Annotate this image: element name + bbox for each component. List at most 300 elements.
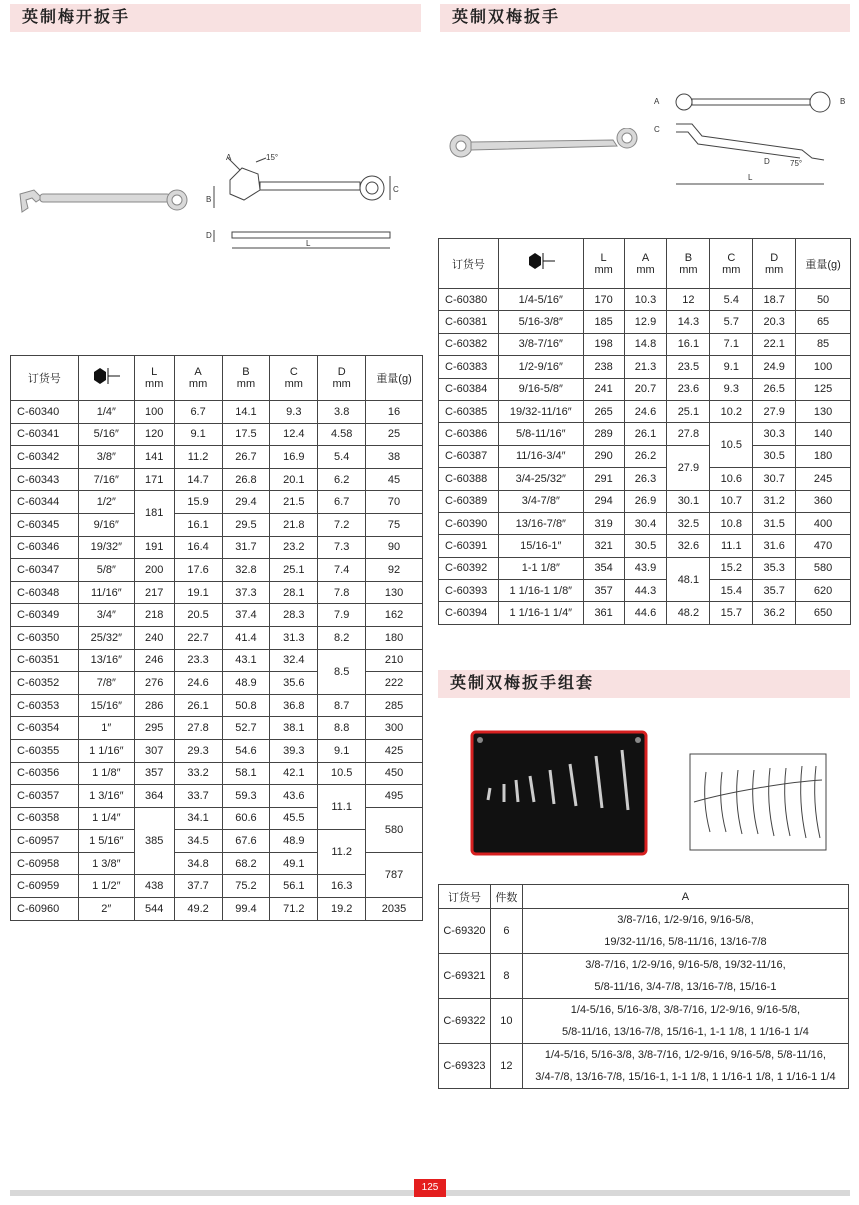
table-cell: 21.5: [270, 491, 318, 514]
diagram-label-b: B: [840, 97, 846, 106]
table-cell: 30.7: [753, 468, 796, 490]
table-cell: 65: [796, 311, 851, 333]
set-sizes-line: 5/8-11/16, 13/16-7/8, 15/16-1, 1-1 1/8, 1 1/16-1 1/4: [562, 1026, 809, 1038]
table-cell: 30.4: [624, 512, 667, 534]
set-sizes-line: 19/32-11/16, 5/8-11/16, 13/16-7/8: [604, 936, 767, 948]
table-cell: 58.1: [222, 762, 270, 785]
table-cell: 5.4: [318, 446, 366, 469]
col-header-c: C mm: [710, 239, 753, 289]
table-cell: C-60348: [11, 581, 79, 604]
table-cell: 1″: [78, 717, 134, 740]
table-cell: 23.5: [667, 356, 710, 378]
table-cell: 14.8: [624, 333, 667, 355]
table-cell: 23.3: [174, 649, 222, 672]
table-row: [11, 491, 423, 514]
double-ring-wrench-photo: [445, 128, 645, 168]
table-cell: 48.9: [270, 830, 318, 853]
table-cell: 6.2: [318, 468, 366, 491]
table-row: [439, 356, 851, 378]
table-cell: C-60383: [439, 356, 499, 378]
col-header-weight: 重量(g): [796, 239, 851, 289]
table-cell: 26.2: [624, 445, 667, 467]
col-header-b: B mm: [667, 239, 710, 289]
table-cell: 170: [583, 289, 624, 311]
table-cell: C-60382: [439, 333, 499, 355]
set-code-cell: C-69320: [439, 909, 491, 954]
set-sizes-line: 3/8-7/16, 1/2-9/16, 9/16-5/8,: [617, 914, 754, 926]
table-cell: 10.3: [624, 289, 667, 311]
table-row: [11, 694, 423, 717]
col-header-c: C mm: [270, 356, 318, 401]
table-cell: 10.5: [710, 423, 753, 468]
table-cell: C-60960: [11, 898, 79, 921]
table-cell: 125: [796, 378, 851, 400]
table-cell: 1/4″: [78, 401, 134, 424]
table-cell: 75.2: [222, 875, 270, 898]
left-section-title: 英制梅开扳手: [10, 4, 421, 32]
table-cell: 11/16″: [78, 581, 134, 604]
table-cell: C-60390: [439, 512, 499, 534]
table-cell: C-60357: [11, 785, 79, 808]
table-cell: 1 1/16-1 1/4″: [498, 602, 583, 624]
table-cell: 14.1: [222, 401, 270, 424]
table-cell: 32.8: [222, 559, 270, 582]
table-cell: 14.3: [667, 311, 710, 333]
table-cell: 8.8: [318, 717, 366, 740]
table-cell: C-60341: [11, 423, 79, 446]
table-cell: 15.2: [710, 557, 753, 579]
table-cell: 23.6: [667, 378, 710, 400]
table-cell: C-60385: [439, 400, 499, 422]
set-count-cell: 6: [490, 909, 522, 954]
table-cell: 15/16″: [78, 694, 134, 717]
table-cell: 36.2: [753, 602, 796, 624]
table-cell: 9.3: [270, 401, 318, 424]
table-cell: 238: [583, 356, 624, 378]
col-header-b: B mm: [222, 356, 270, 401]
set-col-header-code: 订货号: [439, 885, 491, 909]
wrench-set-drawing: [688, 752, 828, 852]
table-cell: 50.8: [222, 694, 270, 717]
table-cell: 300: [366, 717, 423, 740]
table-cell: 29.5: [222, 513, 270, 536]
table-row: [439, 557, 851, 579]
wrench-set-pouch-photo: [470, 730, 648, 856]
table-cell: 1 3/8″: [78, 852, 134, 875]
table-cell: C-60959: [11, 875, 79, 898]
table-cell: 6.7: [318, 491, 366, 514]
table-cell: C-60354: [11, 717, 79, 740]
table-cell: 11.2: [174, 446, 222, 469]
table-cell: 7/16″: [78, 468, 134, 491]
table-cell: 2″: [78, 898, 134, 921]
table-cell: 8.7: [318, 694, 366, 717]
set-sizes-cell: [522, 909, 848, 954]
table-cell: 29.3: [174, 739, 222, 762]
table-cell: 265: [583, 400, 624, 422]
right-table-body: [439, 289, 851, 625]
table-cell: 16.4: [174, 536, 222, 559]
table-cell: 30.5: [624, 535, 667, 557]
table-cell: 48.1: [667, 557, 710, 602]
table-row: [11, 604, 423, 627]
table-cell: C-60393: [439, 580, 499, 602]
set-count-cell: 10: [490, 999, 522, 1044]
diagram-label-angle: 75°: [790, 159, 803, 168]
table-cell: 59.3: [222, 785, 270, 808]
double-ring-wrench-diagram: [652, 90, 850, 190]
table-row: [11, 626, 423, 649]
table-cell: 1 5/16″: [78, 830, 134, 853]
col-header-d: D mm: [318, 356, 366, 401]
table-cell: 68.2: [222, 852, 270, 875]
table-cell: 25/32″: [78, 626, 134, 649]
table-cell: C-60957: [11, 830, 79, 853]
table-cell: 181: [134, 491, 174, 536]
table-cell: 9.1: [318, 739, 366, 762]
right-section-title: 英制双梅扳手: [440, 4, 850, 32]
table-cell: 32.6: [667, 535, 710, 557]
table-row: [439, 580, 851, 602]
table-cell: 11.2: [318, 830, 366, 875]
diagram-label-c: C: [393, 185, 399, 194]
combination-wrench-diagram: [200, 150, 415, 260]
table-cell: 8.5: [318, 649, 366, 694]
table-cell: 36.8: [270, 694, 318, 717]
table-cell: C-60347: [11, 559, 79, 582]
table-cell: 7.9: [318, 604, 366, 627]
table-cell: 24.6: [174, 672, 222, 695]
table-cell: 33.7: [174, 785, 222, 808]
table-cell: 14.7: [174, 468, 222, 491]
table-cell: 10.7: [710, 490, 753, 512]
table-cell: C-60351: [11, 649, 79, 672]
table-cell: 60.6: [222, 807, 270, 830]
table-cell: 5/16-3/8″: [498, 311, 583, 333]
table-cell: 544: [134, 898, 174, 921]
set-code-cell: C-69323: [439, 1044, 491, 1089]
table-cell: 43.1: [222, 649, 270, 672]
table-cell: 357: [134, 762, 174, 785]
table-cell: 16: [366, 401, 423, 424]
table-row: [439, 311, 851, 333]
col-header-size-icon: [78, 356, 134, 401]
table-cell: 1 1/16-1 1/8″: [498, 580, 583, 602]
table-cell: 11.1: [710, 535, 753, 557]
table-cell: C-60343: [11, 468, 79, 491]
table-cell: C-60958: [11, 852, 79, 875]
table-cell: C-60358: [11, 807, 79, 830]
table-cell: 99.4: [222, 898, 270, 921]
table-cell: C-60394: [439, 602, 499, 624]
table-cell: 15.4: [710, 580, 753, 602]
table-cell: 31.6: [753, 535, 796, 557]
table-cell: 385: [134, 807, 174, 875]
table-cell: 28.3: [270, 604, 318, 627]
table-cell: 85: [796, 333, 851, 355]
set-table-row: [439, 1044, 849, 1089]
table-cell: 39.3: [270, 739, 318, 762]
table-cell: 35.6: [270, 672, 318, 695]
table-cell: 217: [134, 581, 174, 604]
set-sizes-line: 3/4-7/8, 13/16-7/8, 15/16-1, 1-1 1/8, 1 1/16-1 1/8, 1 1/16-1 1/4: [535, 1071, 836, 1083]
table-cell: 1-1 1/8″: [498, 557, 583, 579]
col-header-a: A mm: [174, 356, 222, 401]
table-cell: C-60342: [11, 446, 79, 469]
set-code-cell: C-69321: [439, 954, 491, 999]
table-cell: 9.1: [174, 423, 222, 446]
table-cell: 28.1: [270, 581, 318, 604]
table-cell: 15.9: [174, 491, 222, 514]
table-cell: 24.9: [753, 356, 796, 378]
diagram-label-c: C: [654, 125, 660, 134]
table-row: [11, 875, 423, 898]
table-cell: 1 1/4″: [78, 807, 134, 830]
table-cell: 20.3: [753, 311, 796, 333]
table-cell: 16.3: [318, 875, 366, 898]
table-cell: 33.2: [174, 762, 222, 785]
set-table-body: [439, 909, 849, 1089]
table-cell: 24.6: [624, 400, 667, 422]
col-header-size-icon: [498, 239, 583, 289]
table-cell: 34.1: [174, 807, 222, 830]
table-cell: 180: [796, 445, 851, 467]
table-cell: 9.3: [710, 378, 753, 400]
table-cell: 7.3: [318, 536, 366, 559]
table-cell: 162: [366, 604, 423, 627]
table-cell: 32.4: [270, 649, 318, 672]
set-section-title: 英制双梅扳手组套: [438, 670, 850, 698]
table-cell: 1/2″: [78, 491, 134, 514]
table-cell: 56.1: [270, 875, 318, 898]
table-cell: C-60350: [11, 626, 79, 649]
table-cell: 7.1: [710, 333, 753, 355]
table-cell: 44.3: [624, 580, 667, 602]
table-cell: 5/8″: [78, 559, 134, 582]
table-cell: 276: [134, 672, 174, 695]
table-cell: 17.5: [222, 423, 270, 446]
table-cell: C-60380: [439, 289, 499, 311]
diagram-label-l: L: [748, 173, 753, 182]
table-cell: 5.7: [710, 311, 753, 333]
table-cell: 400: [796, 512, 851, 534]
table-cell: 10.2: [710, 400, 753, 422]
table-row: [439, 512, 851, 534]
table-cell: 321: [583, 535, 624, 557]
table-cell: 54.6: [222, 739, 270, 762]
table-row: [11, 785, 423, 808]
table-row: [11, 762, 423, 785]
table-cell: 295: [134, 717, 174, 740]
table-cell: 495: [366, 785, 423, 808]
table-cell: C-60384: [439, 378, 499, 400]
table-cell: 4.58: [318, 423, 366, 446]
col-header-d: D mm: [753, 239, 796, 289]
table-cell: 9.1: [710, 356, 753, 378]
table-cell: 26.1: [624, 423, 667, 445]
table-cell: 26.3: [624, 468, 667, 490]
col-header-l: L mm: [134, 356, 174, 401]
table-cell: 27.8: [667, 423, 710, 445]
set-table-row: [439, 909, 849, 954]
set-col-header-a: A: [522, 885, 848, 909]
table-cell: 1 1/16″: [78, 739, 134, 762]
table-cell: C-60355: [11, 739, 79, 762]
table-cell: C-60346: [11, 536, 79, 559]
table-cell: 9/16-5/8″: [498, 378, 583, 400]
table-cell: 43.6: [270, 785, 318, 808]
diagram-label-b: B: [206, 195, 212, 204]
table-cell: 27.8: [174, 717, 222, 740]
table-cell: 31.7: [222, 536, 270, 559]
table-cell: 38.1: [270, 717, 318, 740]
table-cell: 450: [366, 762, 423, 785]
table-cell: 100: [134, 401, 174, 424]
table-cell: 37.7: [174, 875, 222, 898]
table-cell: 191: [134, 536, 174, 559]
table-cell: 7.2: [318, 513, 366, 536]
table-cell: 1/2-9/16″: [498, 356, 583, 378]
table-cell: 5/8-11/16″: [498, 423, 583, 445]
table-row: [439, 535, 851, 557]
table-cell: 240: [134, 626, 174, 649]
diagram-label-d: D: [206, 231, 212, 240]
table-cell: 580: [796, 557, 851, 579]
table-cell: 21.3: [624, 356, 667, 378]
table-cell: C-60344: [11, 491, 79, 514]
table-cell: 35.7: [753, 580, 796, 602]
table-cell: 37.3: [222, 581, 270, 604]
table-cell: 26.1: [174, 694, 222, 717]
table-cell: 10.5: [318, 762, 366, 785]
table-cell: 26.9: [624, 490, 667, 512]
table-cell: 130: [796, 400, 851, 422]
table-cell: 30.3: [753, 423, 796, 445]
table-cell: 319: [583, 512, 624, 534]
table-cell: 19.1: [174, 581, 222, 604]
table-cell: 198: [583, 333, 624, 355]
diagram-label-angle: 15°: [266, 153, 279, 162]
table-cell: 25.1: [667, 400, 710, 422]
table-cell: 15/16-1″: [498, 535, 583, 557]
table-cell: 3/4-7/8″: [498, 490, 583, 512]
table-row: [11, 513, 423, 536]
table-cell: 361: [583, 602, 624, 624]
table-cell: 16.1: [174, 513, 222, 536]
table-cell: 19.2: [318, 898, 366, 921]
table-cell: C-60392: [439, 557, 499, 579]
table-cell: C-60387: [439, 445, 499, 467]
table-cell: 289: [583, 423, 624, 445]
table-cell: 120: [134, 423, 174, 446]
table-cell: 45: [366, 468, 423, 491]
table-cell: 6.7: [174, 401, 222, 424]
table-cell: 43.9: [624, 557, 667, 579]
table-cell: 140: [796, 423, 851, 445]
table-cell: 25: [366, 423, 423, 446]
table-cell: 218: [134, 604, 174, 627]
set-col-header-count: 件数: [490, 885, 522, 909]
table-cell: 70: [366, 491, 423, 514]
table-row: [439, 490, 851, 512]
table-cell: C-60356: [11, 762, 79, 785]
table-cell: 3/8-7/16″: [498, 333, 583, 355]
table-cell: 92: [366, 559, 423, 582]
table-row: [439, 423, 851, 445]
table-cell: 3/8″: [78, 446, 134, 469]
table-row: [11, 581, 423, 604]
table-cell: 34.8: [174, 852, 222, 875]
table-row: [11, 717, 423, 740]
table-row: [439, 445, 851, 467]
table-cell: 71.2: [270, 898, 318, 921]
table-row: [11, 559, 423, 582]
table-cell: 27.9: [753, 400, 796, 422]
table-cell: 7/8″: [78, 672, 134, 695]
table-cell: 787: [366, 852, 423, 897]
table-cell: 30.1: [667, 490, 710, 512]
table-row: [11, 649, 423, 672]
table-cell: 438: [134, 875, 174, 898]
table-cell: 37.4: [222, 604, 270, 627]
table-cell: 12.4: [270, 423, 318, 446]
table-row: [11, 830, 423, 853]
set-sizes-cell: [522, 954, 848, 999]
table-cell: 31.2: [753, 490, 796, 512]
set-table: [438, 884, 849, 1089]
table-cell: 90: [366, 536, 423, 559]
table-row: [439, 333, 851, 355]
table-cell: 470: [796, 535, 851, 557]
table-cell: 5/16″: [78, 423, 134, 446]
table-cell: 1/4-5/16″: [498, 289, 583, 311]
table-cell: 26.7: [222, 446, 270, 469]
table-cell: 180: [366, 626, 423, 649]
set-sizes-line: 3/8-7/16, 1/2-9/16, 9/16-5/8, 19/32-11/16,: [585, 959, 786, 971]
table-cell: 13/16″: [78, 649, 134, 672]
table-cell: 425: [366, 739, 423, 762]
table-cell: 19/32-11/16″: [498, 400, 583, 422]
table-row: [11, 898, 423, 921]
table-cell: 7.8: [318, 581, 366, 604]
table-cell: C-60345: [11, 513, 79, 536]
table-cell: 10.8: [710, 512, 753, 534]
table-cell: 27.9: [667, 445, 710, 490]
table-cell: 7.4: [318, 559, 366, 582]
table-cell: 17.6: [174, 559, 222, 582]
table-cell: 48.2: [667, 602, 710, 624]
table-cell: 48.9: [222, 672, 270, 695]
table-cell: 35.3: [753, 557, 796, 579]
table-cell: 12.9: [624, 311, 667, 333]
right-spec-table: [438, 238, 851, 625]
table-cell: 22.1: [753, 333, 796, 355]
table-cell: 45.5: [270, 807, 318, 830]
table-row: [439, 400, 851, 422]
table-cell: 31.5: [753, 512, 796, 534]
table-cell: 75: [366, 513, 423, 536]
table-cell: 49.2: [174, 898, 222, 921]
table-cell: C-60388: [439, 468, 499, 490]
table-cell: 354: [583, 557, 624, 579]
table-row: [439, 378, 851, 400]
table-row: [11, 739, 423, 762]
table-cell: 1 1/2″: [78, 875, 134, 898]
table-row: [11, 468, 423, 491]
table-row: [11, 446, 423, 469]
table-cell: 41.4: [222, 626, 270, 649]
table-cell: 290: [583, 445, 624, 467]
